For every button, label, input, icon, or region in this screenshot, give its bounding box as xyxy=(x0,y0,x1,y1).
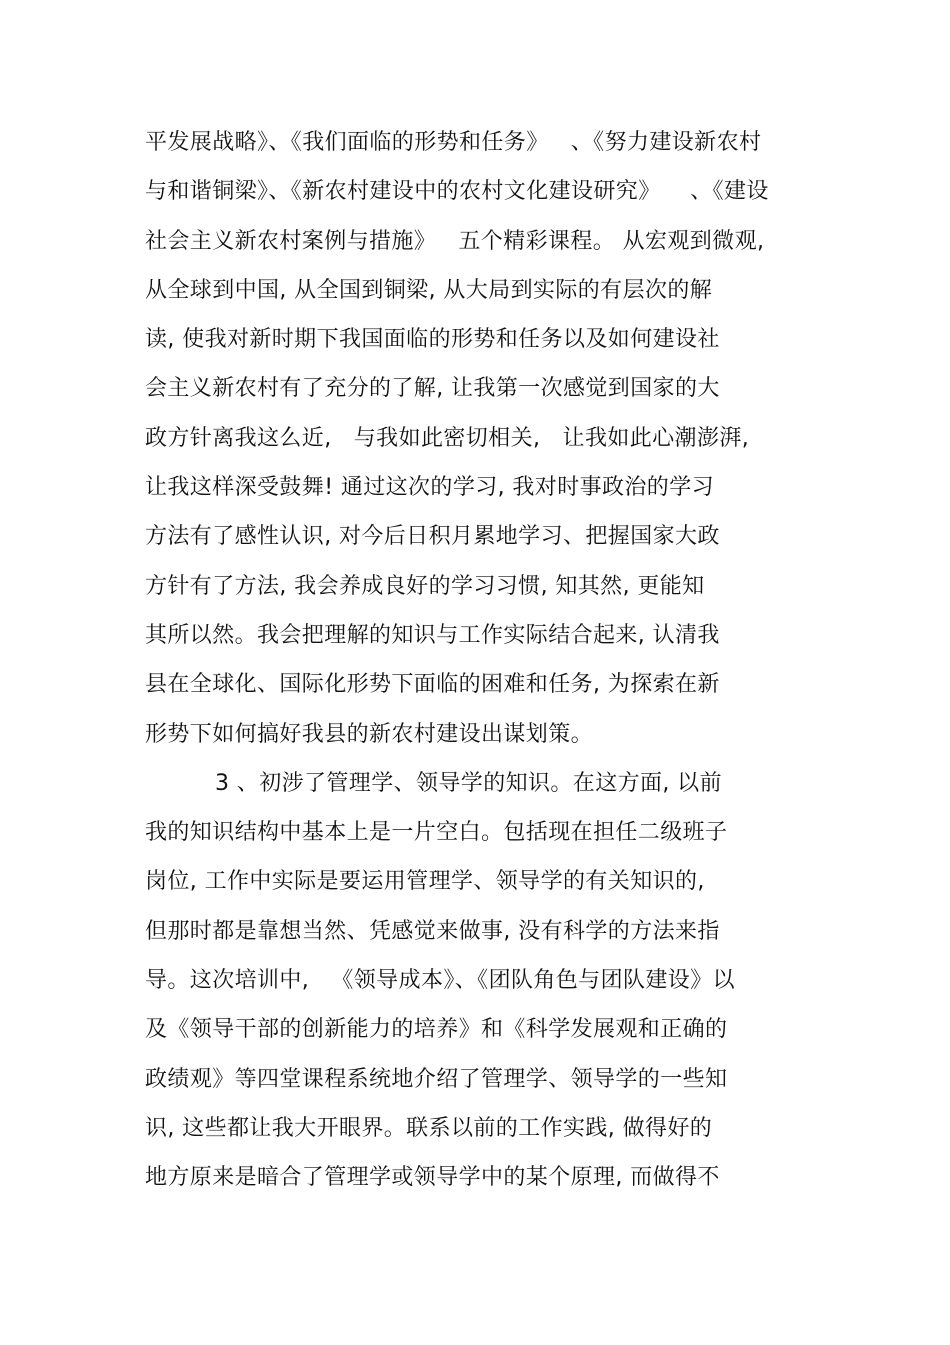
text-line: 会主义新农村有了充分的了解, 让我第一次感觉到国家的大 xyxy=(145,376,720,402)
text-line: 政绩观》等四堂课程系统地介绍了管理学、领导学的一些知 xyxy=(145,1066,728,1092)
text-line: 社会主义新农村案例与措施》 五个精彩课程。 从宏观到微观, xyxy=(145,228,765,254)
text-line: 识, 这些都让我大开眼界。联系以前的工作实践, 做得好的 xyxy=(145,1115,713,1141)
text-line: 但那时都是靠想当然、凭感觉来做事, 没有科学的方法来指 xyxy=(145,918,720,944)
text-line: 形势下如何搞好我县的新农村建设出谋划策。 xyxy=(145,721,594,747)
text-line: 方法有了感性认识, 对今后日积月累地学习、把握国家大政 xyxy=(145,524,720,550)
text-line: 从全球到中国, 从全国到铜梁, 从大局到实际的有层次的解 xyxy=(145,277,713,303)
text-line: 与和谐铜梁》、《新农村建设中的农村文化建设研究》 、《建设 xyxy=(145,179,769,205)
text-line: 读, 使我对新时期下我国面临的形势和任务以及如何建设社 xyxy=(145,327,720,353)
paragraph-start-line: 3 、初涉了管理学、领导学的知识。在这方面, 以前 xyxy=(215,770,722,796)
text-line: 政方针离我这么近, 与我如此密切相关, 让我如此心潮澎湃, xyxy=(145,425,750,451)
text-line: 岗位, 工作中实际是要运用管理学、领导学的有关知识的, xyxy=(145,869,705,895)
text-line: 我的知识结构中基本上是一片空白。包括现在担任二级班子 xyxy=(145,820,728,846)
document-body xyxy=(145,118,825,1203)
text-line: 平发展战略》、《我们面临的形势和任务》 、《努力建设新农村 xyxy=(145,130,762,155)
text-line: 及《领导干部的创新能力的培养》和《科学发展观和正确的 xyxy=(145,1017,728,1043)
text-line: 地方原来是暗合了管理学或领导学中的某个原理, 而做得不 xyxy=(145,1165,720,1191)
text-line: 让我这样深受鼓舞! 通过这次的学习, 我对时事政治的学习 xyxy=(145,475,715,501)
text-line: 导。这次培训中, 《领导成本》、《团队角色与团队建设》以 xyxy=(145,968,735,994)
text-line: 其所以然。我会把理解的知识与工作实际结合起来, 认清我 xyxy=(145,622,720,648)
text-line: 县在全球化、国际化形势下面临的困难和任务, 为探索在新 xyxy=(145,672,720,698)
text-line: 方针有了方法, 我会养成良好的学习习惯, 知其然, 更能知 xyxy=(145,573,705,599)
